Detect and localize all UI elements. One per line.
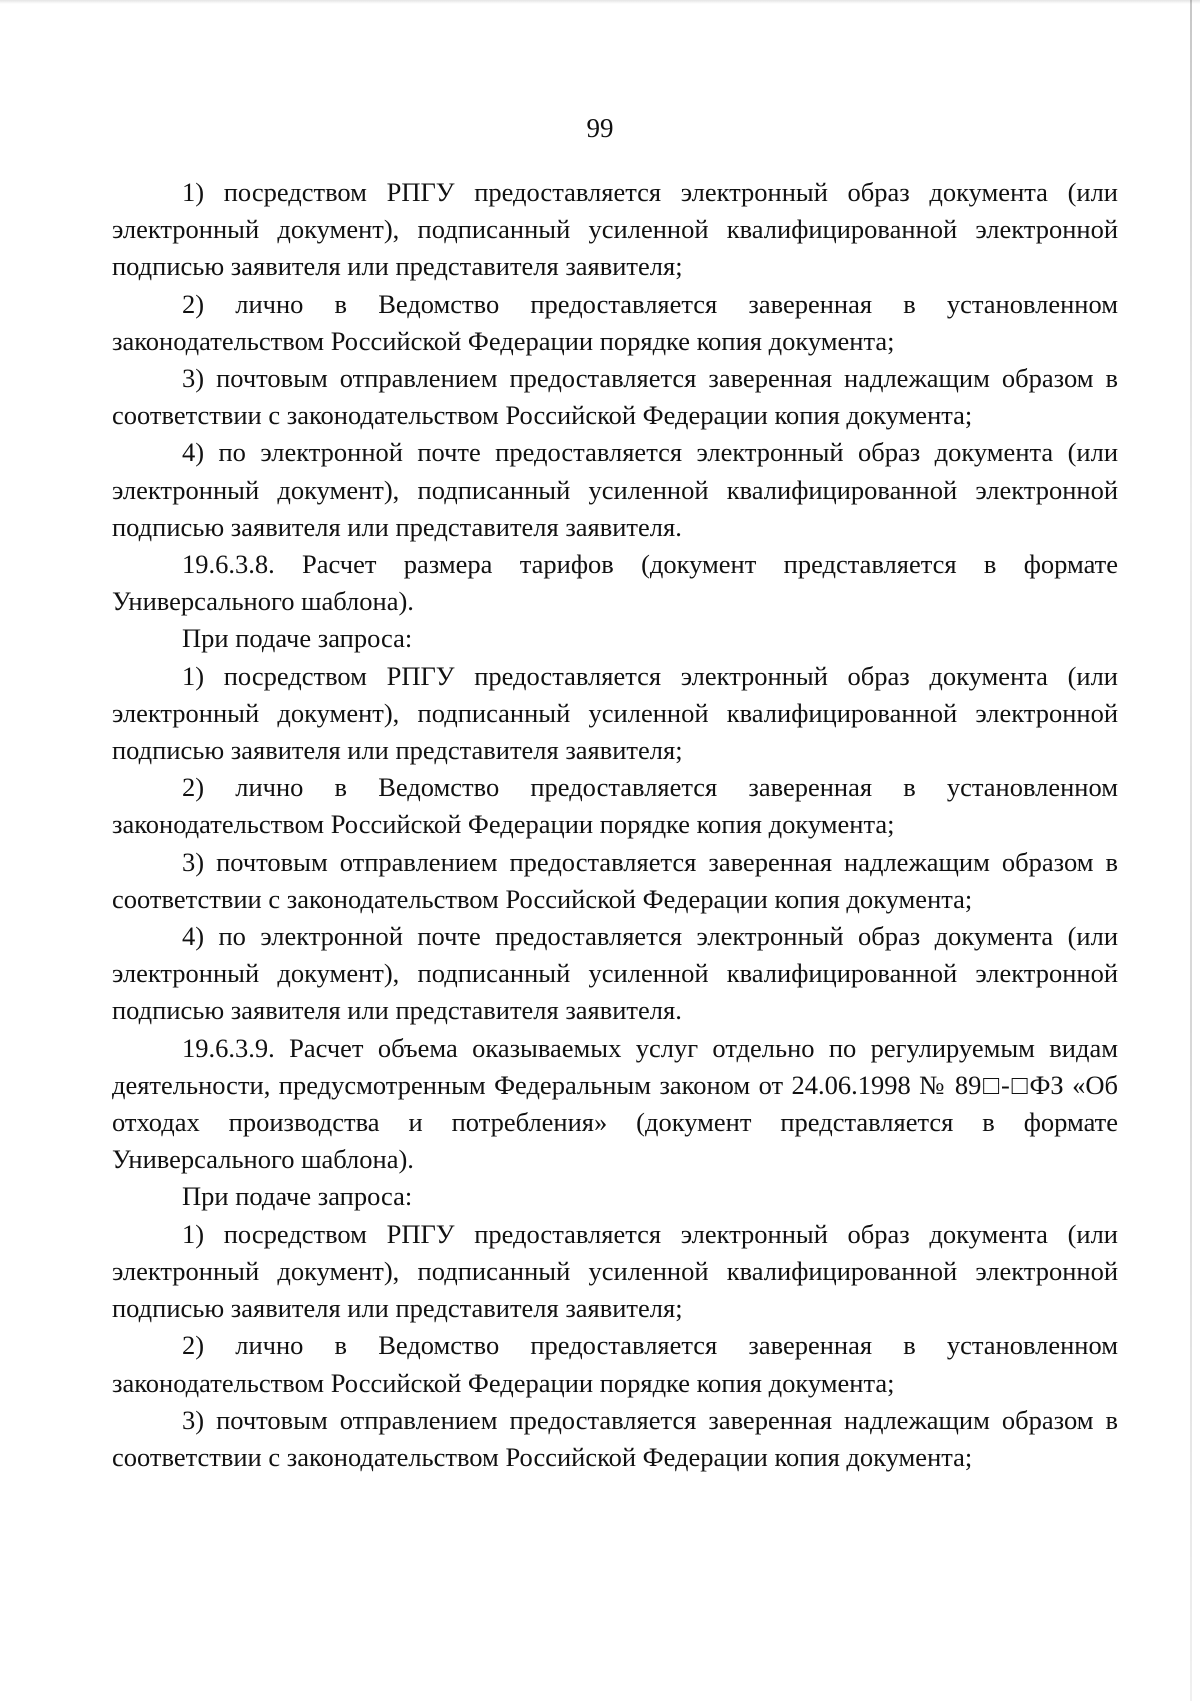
paragraph-2-in-person: 2) лично в Ведомство предоставляется заверенная в установленном законодательством Российской Федерации порядке копия документа;: [112, 288, 1118, 356]
paragraph-4-email: 4) по электронной почте предоставляется электронный образ документа (или электронный документ), подписанный усиленной квалифицированной электронной подписью заявителя или представителя заявителя.: [112, 921, 1118, 1026]
page-number: 99: [586, 113, 614, 143]
scan-right-edge: [1190, 0, 1192, 1701]
paragraph-3-postal: 3) почтовым отправлением предоставляется заверенная надлежащим образом в соответствии с законодательством Российской Федерации копия документа;: [112, 1404, 1118, 1472]
paragraph-2-in-person: 2) лично в Ведомство предоставляется заверенная в установленном законодательством Российской Федерации порядке копия документа;: [112, 1330, 1118, 1398]
paragraph-4-email: 4) по электронной почте предоставляется электронный образ документа (или электронный документ), подписанный усиленной квалифицированной электронной подписью заявителя или представителя заявителя.: [112, 437, 1118, 542]
section-19-6-3-8-heading: 19.6.3.8. Расчет размера тарифов (документ представляется в формате Универсального шаблона).: [112, 549, 1118, 617]
paragraph-1-rpgu: 1) посредством РПГУ предоставляется электронный образ документа (или электронный документ), подписанный усиленной квалифицированной электронной подписью заявителя или представителя заявителя;: [112, 660, 1118, 766]
document-body: [112, 174, 1118, 1476]
paragraph-3-postal: 3) почтовым отправлением предоставляется заверенная надлежащим образом в соответствии с законодательством Российской Федерации копия документа;: [112, 363, 1118, 431]
paragraph-2-in-person: 2) лично в Ведомство предоставляется заверенная в установленном законодательством Российской Федерации порядке копия документа;: [112, 772, 1118, 840]
paragraph-1-rpgu: 1) посредством РПГУ предоставляется электронный образ документа (или электронный документ), подписанный усиленной квалифицированной электронной подписью заявителя или представителя заявителя;: [112, 1218, 1118, 1324]
section-19-6-3-9-heading: 19.6.3.9. Расчет объема оказываемых услуг отдельно по регулируемым видам деятельности, предусмотренным Федеральным законом от 24.06.1998 № 89□-□ФЗ «Об отходах производства и потребления» (документ представляется в формате Универсального шаблона).: [112, 1032, 1118, 1175]
request-submission-intro: При подаче запроса:: [182, 623, 413, 654]
paragraph-3-postal: 3) почтовым отправлением предоставляется заверенная надлежащим образом в соответствии с законодательством Российской Федерации копия документа;: [112, 846, 1118, 914]
paragraph-1-rpgu: 1) посредством РПГУ предоставляется электронный образ документа (или электронный документ), подписанный усиленной квалифицированной электронной подписью заявителя или представителя заявителя;: [112, 177, 1118, 282]
scan-top-edge: [0, 0, 1200, 4]
request-submission-intro: При подаче запроса:: [182, 1181, 413, 1212]
